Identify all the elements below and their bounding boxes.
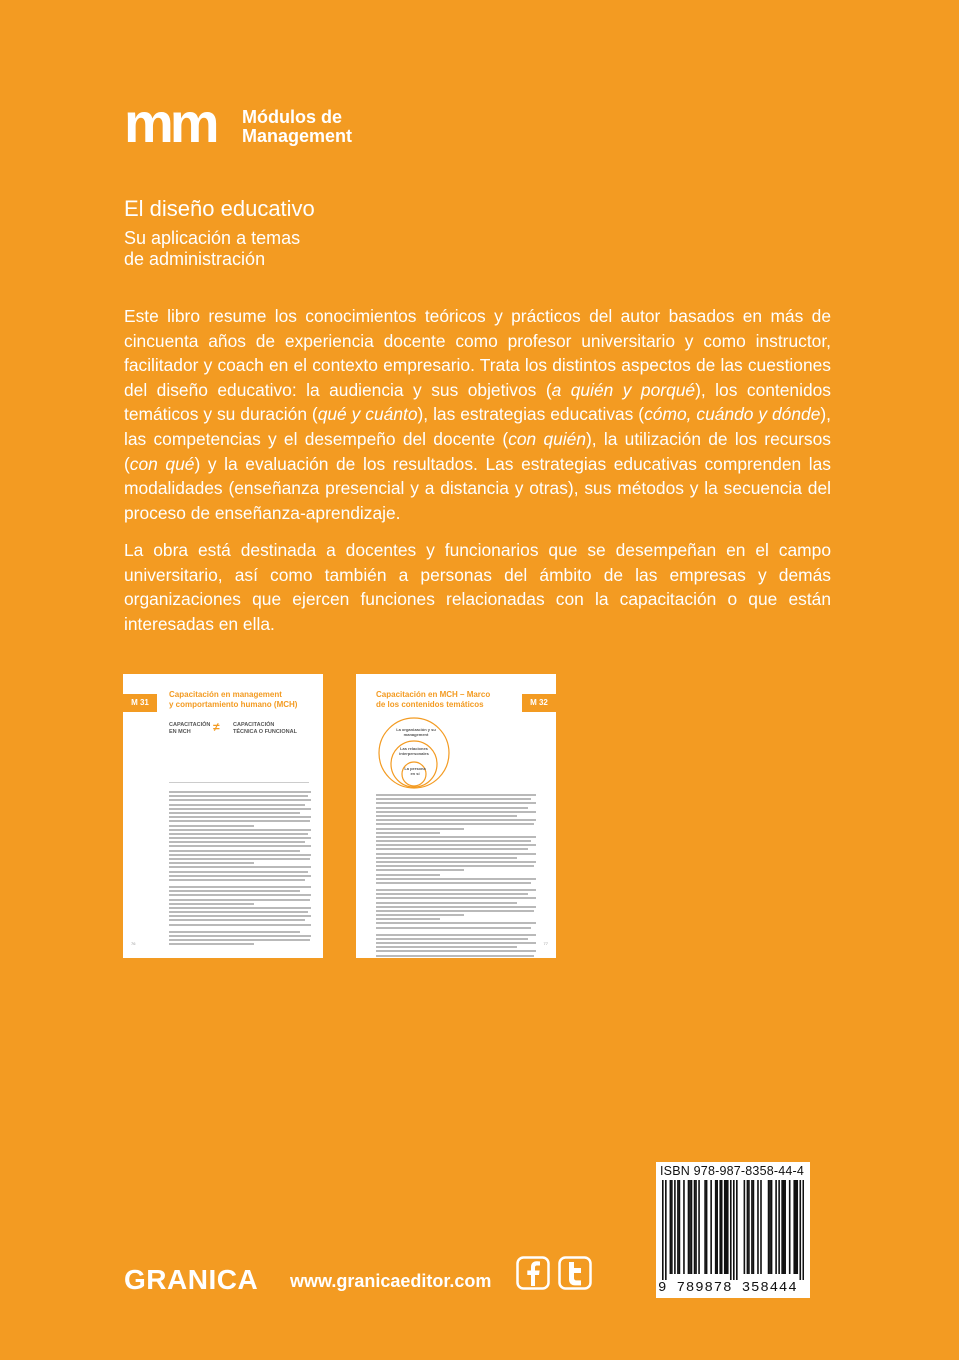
barcode-bar (748, 1180, 750, 1274)
barcode-bar (724, 1180, 726, 1274)
facebook-icon[interactable] (516, 1256, 550, 1290)
text-line (169, 875, 311, 877)
barcode-bar (727, 1180, 729, 1274)
text-line (169, 812, 300, 814)
barcode-bar (698, 1180, 700, 1274)
text-line (169, 841, 305, 843)
text-line (376, 897, 536, 899)
text-line (376, 893, 528, 895)
description-paragraph-1 (124, 304, 831, 525)
text-line (169, 919, 305, 921)
isbn-barcode (656, 1162, 810, 1298)
barcode-bar (799, 1180, 801, 1280)
text-line (376, 955, 534, 957)
text-line (376, 857, 517, 859)
barcode-bar (691, 1180, 693, 1274)
italic-phrase: a quién y porqué (551, 379, 696, 400)
concept-tecnica-line1: CAPACITACIÓN (233, 722, 275, 728)
text-line (169, 795, 308, 797)
text-line (169, 943, 254, 945)
isbn-digits: 9 789878 358444 (658, 1280, 798, 1296)
text-run: ), las competencias y el desempeño del docente ( (124, 404, 831, 449)
text-line (376, 815, 517, 817)
text-run: ), las estrategias educativas ( (417, 404, 645, 425)
circle-label-inner: La persona en sí (404, 766, 426, 776)
book-subtitle (124, 228, 384, 270)
publisher-website[interactable]: www.granicaeditor.com (290, 1271, 492, 1291)
series-name (242, 108, 352, 146)
text-line (169, 899, 310, 901)
text-line (376, 823, 534, 825)
text-line (376, 950, 536, 952)
text-line (169, 808, 311, 810)
barcode-bar (683, 1180, 685, 1274)
barcode-bar (795, 1180, 797, 1274)
sample-page-right (356, 674, 556, 958)
text-line (376, 938, 528, 940)
barcode-bar (674, 1180, 676, 1274)
text-line (169, 825, 254, 827)
concept-mch-line2: EN MCH (169, 729, 191, 735)
text-line (169, 862, 254, 864)
text-run: Este libro resume los conocimientos teóricos y prácticos del autor basados en más de cincuenta años de experiencia docente como profesor universitario y como instructor, facilitador y coach en el contexto empresario. Trata los distintos aspectos de las cuestiones del diseño educativo: la audiencia y sus objetivos ( (124, 306, 831, 400)
barcode-bar (796, 1180, 798, 1274)
text-line (169, 894, 311, 896)
text-line (169, 915, 311, 917)
isbn-label: ISBN 978-987-8358-44-4 (660, 1164, 805, 1178)
text-line (169, 854, 311, 856)
sample-title-line1: Capacitación en MCH – Marco (376, 690, 491, 699)
concept-mch-line1: CAPACITACIÓN (169, 722, 211, 728)
text-line (376, 889, 536, 891)
text-line (169, 931, 300, 933)
sample-title-line2: de los contenidos temáticos (376, 700, 484, 709)
text-line (169, 935, 311, 937)
italic-phrase: con quién (508, 428, 587, 449)
barcode-bar (679, 1180, 681, 1274)
text-line (376, 853, 536, 855)
text-line (169, 791, 311, 793)
barcode-bar (688, 1180, 690, 1274)
barcode-bar (760, 1180, 762, 1274)
text-line (169, 866, 311, 868)
text-line (169, 837, 311, 839)
text-line (376, 836, 536, 838)
text-line (169, 903, 254, 905)
barcode-bar (781, 1180, 783, 1274)
italic-phrase: qué y cuánto (317, 404, 418, 425)
barcode-bar (751, 1180, 753, 1274)
divider (169, 782, 309, 783)
text-line (376, 910, 534, 912)
text-line (376, 918, 440, 920)
text-line (169, 871, 308, 873)
text-line (169, 907, 311, 909)
barcode-bar (677, 1180, 679, 1274)
barcode-bar (769, 1180, 771, 1274)
barcode-bar (757, 1180, 759, 1274)
text-line (376, 869, 464, 871)
text-line (169, 816, 311, 818)
text-line (376, 934, 536, 936)
concept-mch (169, 722, 210, 736)
barcode-bar (721, 1180, 723, 1274)
text-line (376, 802, 536, 804)
barcode-bar (662, 1180, 664, 1280)
text-line (169, 858, 310, 860)
page-number: 76 (131, 941, 136, 946)
barcode-bar (706, 1180, 708, 1274)
text-line (376, 848, 528, 850)
barcode-bar (783, 1180, 785, 1274)
sample-page-left (123, 674, 323, 958)
book-title: El diseño educativo (124, 196, 315, 221)
page-number: 77 (543, 941, 548, 946)
text-line (169, 886, 311, 888)
sample-page-title (169, 690, 297, 710)
barcode-bar (704, 1180, 706, 1274)
text-line (169, 850, 300, 852)
text-line (376, 819, 536, 821)
text-line (376, 840, 531, 842)
circle-label-outer: La organización y su management (396, 727, 436, 737)
barcode-bar (753, 1180, 755, 1274)
text-line (169, 939, 310, 941)
barcode-bar (802, 1180, 804, 1280)
text-line (376, 906, 536, 908)
barcode-bar (670, 1180, 672, 1274)
sample-title-line2: y comportamiento humano (MCH) (169, 700, 298, 709)
barcode-bar (733, 1180, 735, 1280)
text-line (376, 828, 464, 830)
text-line (376, 927, 531, 929)
text-run: ), los contenidos temáticos y su duración ( (124, 379, 831, 425)
italic-phrase: con qué (129, 453, 195, 474)
text-line (169, 845, 311, 847)
barcode-bar (789, 1180, 791, 1274)
barcode-bars (662, 1180, 804, 1280)
sample-title-line1: Capacitación en management (169, 690, 282, 699)
text-line (376, 874, 440, 876)
barcode-bar (768, 1180, 770, 1274)
text-line (169, 804, 305, 806)
body-text-lines (376, 794, 536, 958)
text-line (376, 811, 536, 813)
series-name-line2: Management (242, 126, 353, 146)
text-line (169, 833, 308, 835)
text-line (376, 798, 531, 800)
description-paragraph-2: La obra está destinada a docentes y funcionarios que se desempeñan en el campo universitario, así como también a personas del ámbito de las empresas y demás organizaciones que ejercen funciones relacionadas con la capacitación o que están interesadas en ella. (124, 540, 831, 634)
barcode-bar (671, 1180, 673, 1274)
barcode-bar (689, 1180, 691, 1274)
barcode-bar (725, 1180, 727, 1274)
text-line (376, 844, 536, 846)
concept-tecnica-line2: TÉCNICA O FUNCIONAL (233, 729, 297, 735)
text-line (169, 829, 311, 831)
text-line (169, 879, 305, 881)
sample-page-title (376, 690, 490, 710)
text-line (169, 911, 308, 913)
twitter-icon[interactable] (558, 1256, 592, 1290)
text-line (169, 820, 310, 822)
text-line (376, 807, 528, 809)
barcode-bar (778, 1180, 780, 1274)
barcode-bar (710, 1180, 712, 1274)
barcode-bar (665, 1180, 667, 1280)
barcode-bar (719, 1180, 721, 1274)
text-line (376, 922, 536, 924)
text-run: ), la utilización de los recursos ( (124, 428, 831, 474)
module-tab: M 32 (522, 694, 556, 712)
series-name-line1: Módulos de (242, 107, 342, 127)
barcode-bar (771, 1180, 773, 1274)
text-line (376, 865, 534, 867)
barcode-bar (736, 1180, 738, 1280)
barcode-bar (695, 1180, 697, 1274)
book-subtitle-line1: Su aplicación a temas (124, 228, 301, 248)
concept-tecnica (233, 722, 297, 736)
text-line (376, 794, 536, 796)
text-line (169, 799, 311, 801)
text-line (376, 946, 517, 948)
barcode-bar (730, 1180, 732, 1280)
barcode-bar (793, 1180, 795, 1274)
body-text-lines (169, 791, 311, 947)
text-line (376, 878, 536, 880)
barcode-bar (694, 1180, 696, 1274)
barcode-bar (744, 1180, 746, 1274)
barcode-bar (784, 1180, 786, 1274)
text-line (376, 832, 440, 834)
barcode-bar (716, 1180, 718, 1274)
not-equal-sign: ≠ (213, 720, 220, 734)
barcode-bar (715, 1180, 717, 1274)
text-line (376, 914, 464, 916)
series-mark: mm (124, 91, 216, 154)
text-line (376, 861, 536, 863)
circle-label-mid: Las relaciones interpersonales (399, 746, 429, 756)
text-line (169, 890, 300, 892)
text-line (376, 902, 517, 904)
text-line (376, 942, 536, 944)
italic-phrase: cómo, cuándo y dónde (644, 404, 821, 425)
module-tab: M 31 (123, 694, 157, 712)
barcode-bar (747, 1180, 749, 1274)
barcode-bar (775, 1180, 777, 1274)
text-line (169, 924, 311, 926)
book-subtitle-line2: de administración (124, 249, 266, 269)
text-line (376, 882, 531, 884)
publisher-logo: GRANICA (124, 1264, 259, 1295)
text-run: ) y la evaluación de los resultados. Las estrategias educativas comprenden las modalidades (enseñanza presencial y a distancia y otras), sus métodos y la secuencia del proceso de enseñanza-aprendizaje. (124, 453, 831, 523)
series-logo (124, 91, 364, 154)
